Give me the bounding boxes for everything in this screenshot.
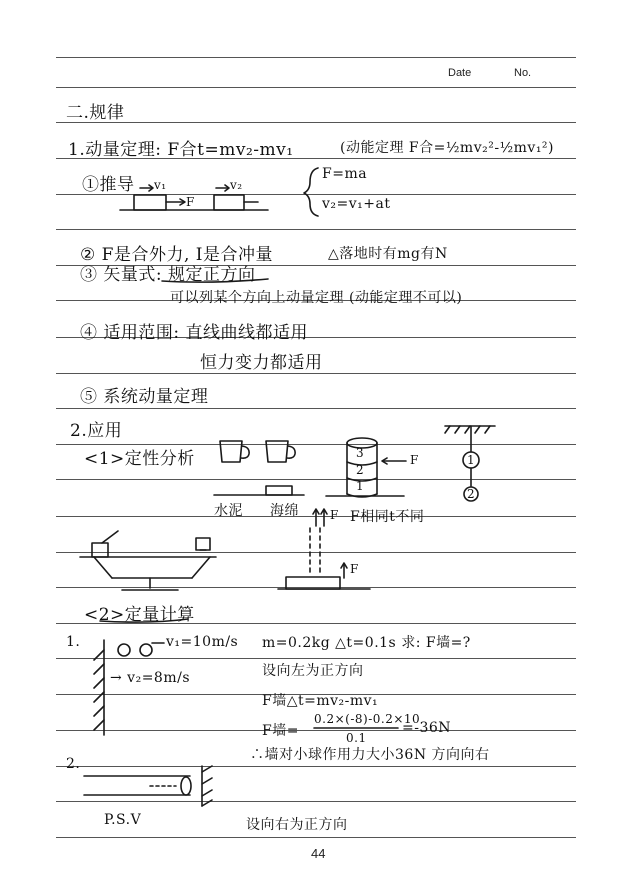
problem-2-number: 2. bbox=[66, 756, 81, 772]
theorem-note: (动能定理 F合=½mv₂²-½mv₁²) bbox=[340, 140, 555, 156]
problem-1-number: 1. bbox=[66, 634, 81, 650]
point-4-b: 恒力变力都适用 bbox=[200, 353, 323, 373]
derive-label: ①推导 bbox=[82, 175, 135, 195]
fig-v1-label: v₁ bbox=[154, 178, 167, 192]
heading-law: 二.规律 bbox=[66, 103, 125, 123]
cups-figure bbox=[220, 441, 295, 462]
fig-force-label: F bbox=[186, 195, 195, 209]
theorem-line: 1.动量定理: F合t=mv₂-mv₁ bbox=[68, 140, 294, 160]
problem-1-v1: v₁=10m/s bbox=[166, 634, 239, 650]
problem-2-vars: P.S.V bbox=[104, 812, 142, 828]
wall-figure-1 bbox=[94, 640, 164, 735]
quant-label: <2>定量计算 bbox=[84, 605, 195, 625]
problem-1-calc-prefix: F墙= bbox=[262, 723, 299, 739]
eq-velocity: v₂=v₁+at bbox=[322, 196, 391, 212]
qualitative-label: <1>定性分析 bbox=[84, 449, 195, 469]
point-4: ④ 适用范围: 直线曲线都适用 bbox=[80, 323, 309, 343]
date-label: Date bbox=[448, 67, 472, 79]
stack-label-3: 3 bbox=[356, 446, 365, 460]
problem-1-result: =-36N bbox=[402, 720, 452, 736]
force-figure bbox=[278, 528, 370, 589]
cement-label: 水泥 bbox=[214, 503, 243, 519]
sponge-label: 海绵 bbox=[270, 503, 299, 519]
pendulum-label-1: 1 bbox=[467, 453, 476, 467]
pendulum-label-2: 2 bbox=[467, 487, 476, 501]
ground-force-label: F bbox=[330, 508, 339, 522]
f-same-t-diff: F相同t不同 bbox=[350, 509, 425, 525]
problem-1-numerator: 0.2×(-8)-0.2×10 bbox=[314, 712, 421, 726]
problem-2-direction: 设向右为正方向 bbox=[246, 817, 348, 833]
point-2: ② F是合外力, I是合冲量 bbox=[80, 245, 273, 265]
heading-apply: 2.应用 bbox=[70, 421, 123, 441]
balance-scale bbox=[80, 531, 216, 590]
point-3: ③ 矢量式: 规定正方向 bbox=[80, 265, 256, 285]
problem-1-given: m=0.2kg △t=0.1s 求: F墙=? bbox=[262, 635, 471, 651]
problem-1-denominator: 0.1 bbox=[346, 731, 367, 745]
point-2-note: △落地时有mg有N bbox=[328, 246, 448, 262]
block-force-label: F bbox=[350, 562, 359, 576]
problem-1-answer: ∴墙对小球作用力大小36N 方向向右 bbox=[250, 747, 490, 763]
problem-1-equation: F墙△t=mv₂-mv₁ bbox=[262, 693, 379, 709]
point-3-note: 可以列某个方向上动量定理 (动能定理不可以) bbox=[170, 290, 463, 306]
no-label: No. bbox=[514, 67, 532, 79]
stack-label-2: 2 bbox=[356, 463, 365, 477]
stack-force-label: F bbox=[410, 453, 419, 467]
brace bbox=[304, 168, 318, 216]
stacked-cylinder bbox=[326, 438, 406, 497]
problem-1-v2: → v₂=8m/s bbox=[110, 670, 191, 686]
page-number: 44 bbox=[311, 846, 326, 861]
stack-label-1: 1 bbox=[356, 479, 365, 493]
eq-fma: F=ma bbox=[322, 166, 368, 182]
pipe-figure bbox=[84, 766, 212, 806]
fig-v2-label: v₂ bbox=[230, 178, 243, 192]
problem-1-direction: 设向左为正方向 bbox=[262, 663, 364, 679]
point-5: ⑤ 系统动量定理 bbox=[80, 387, 209, 407]
